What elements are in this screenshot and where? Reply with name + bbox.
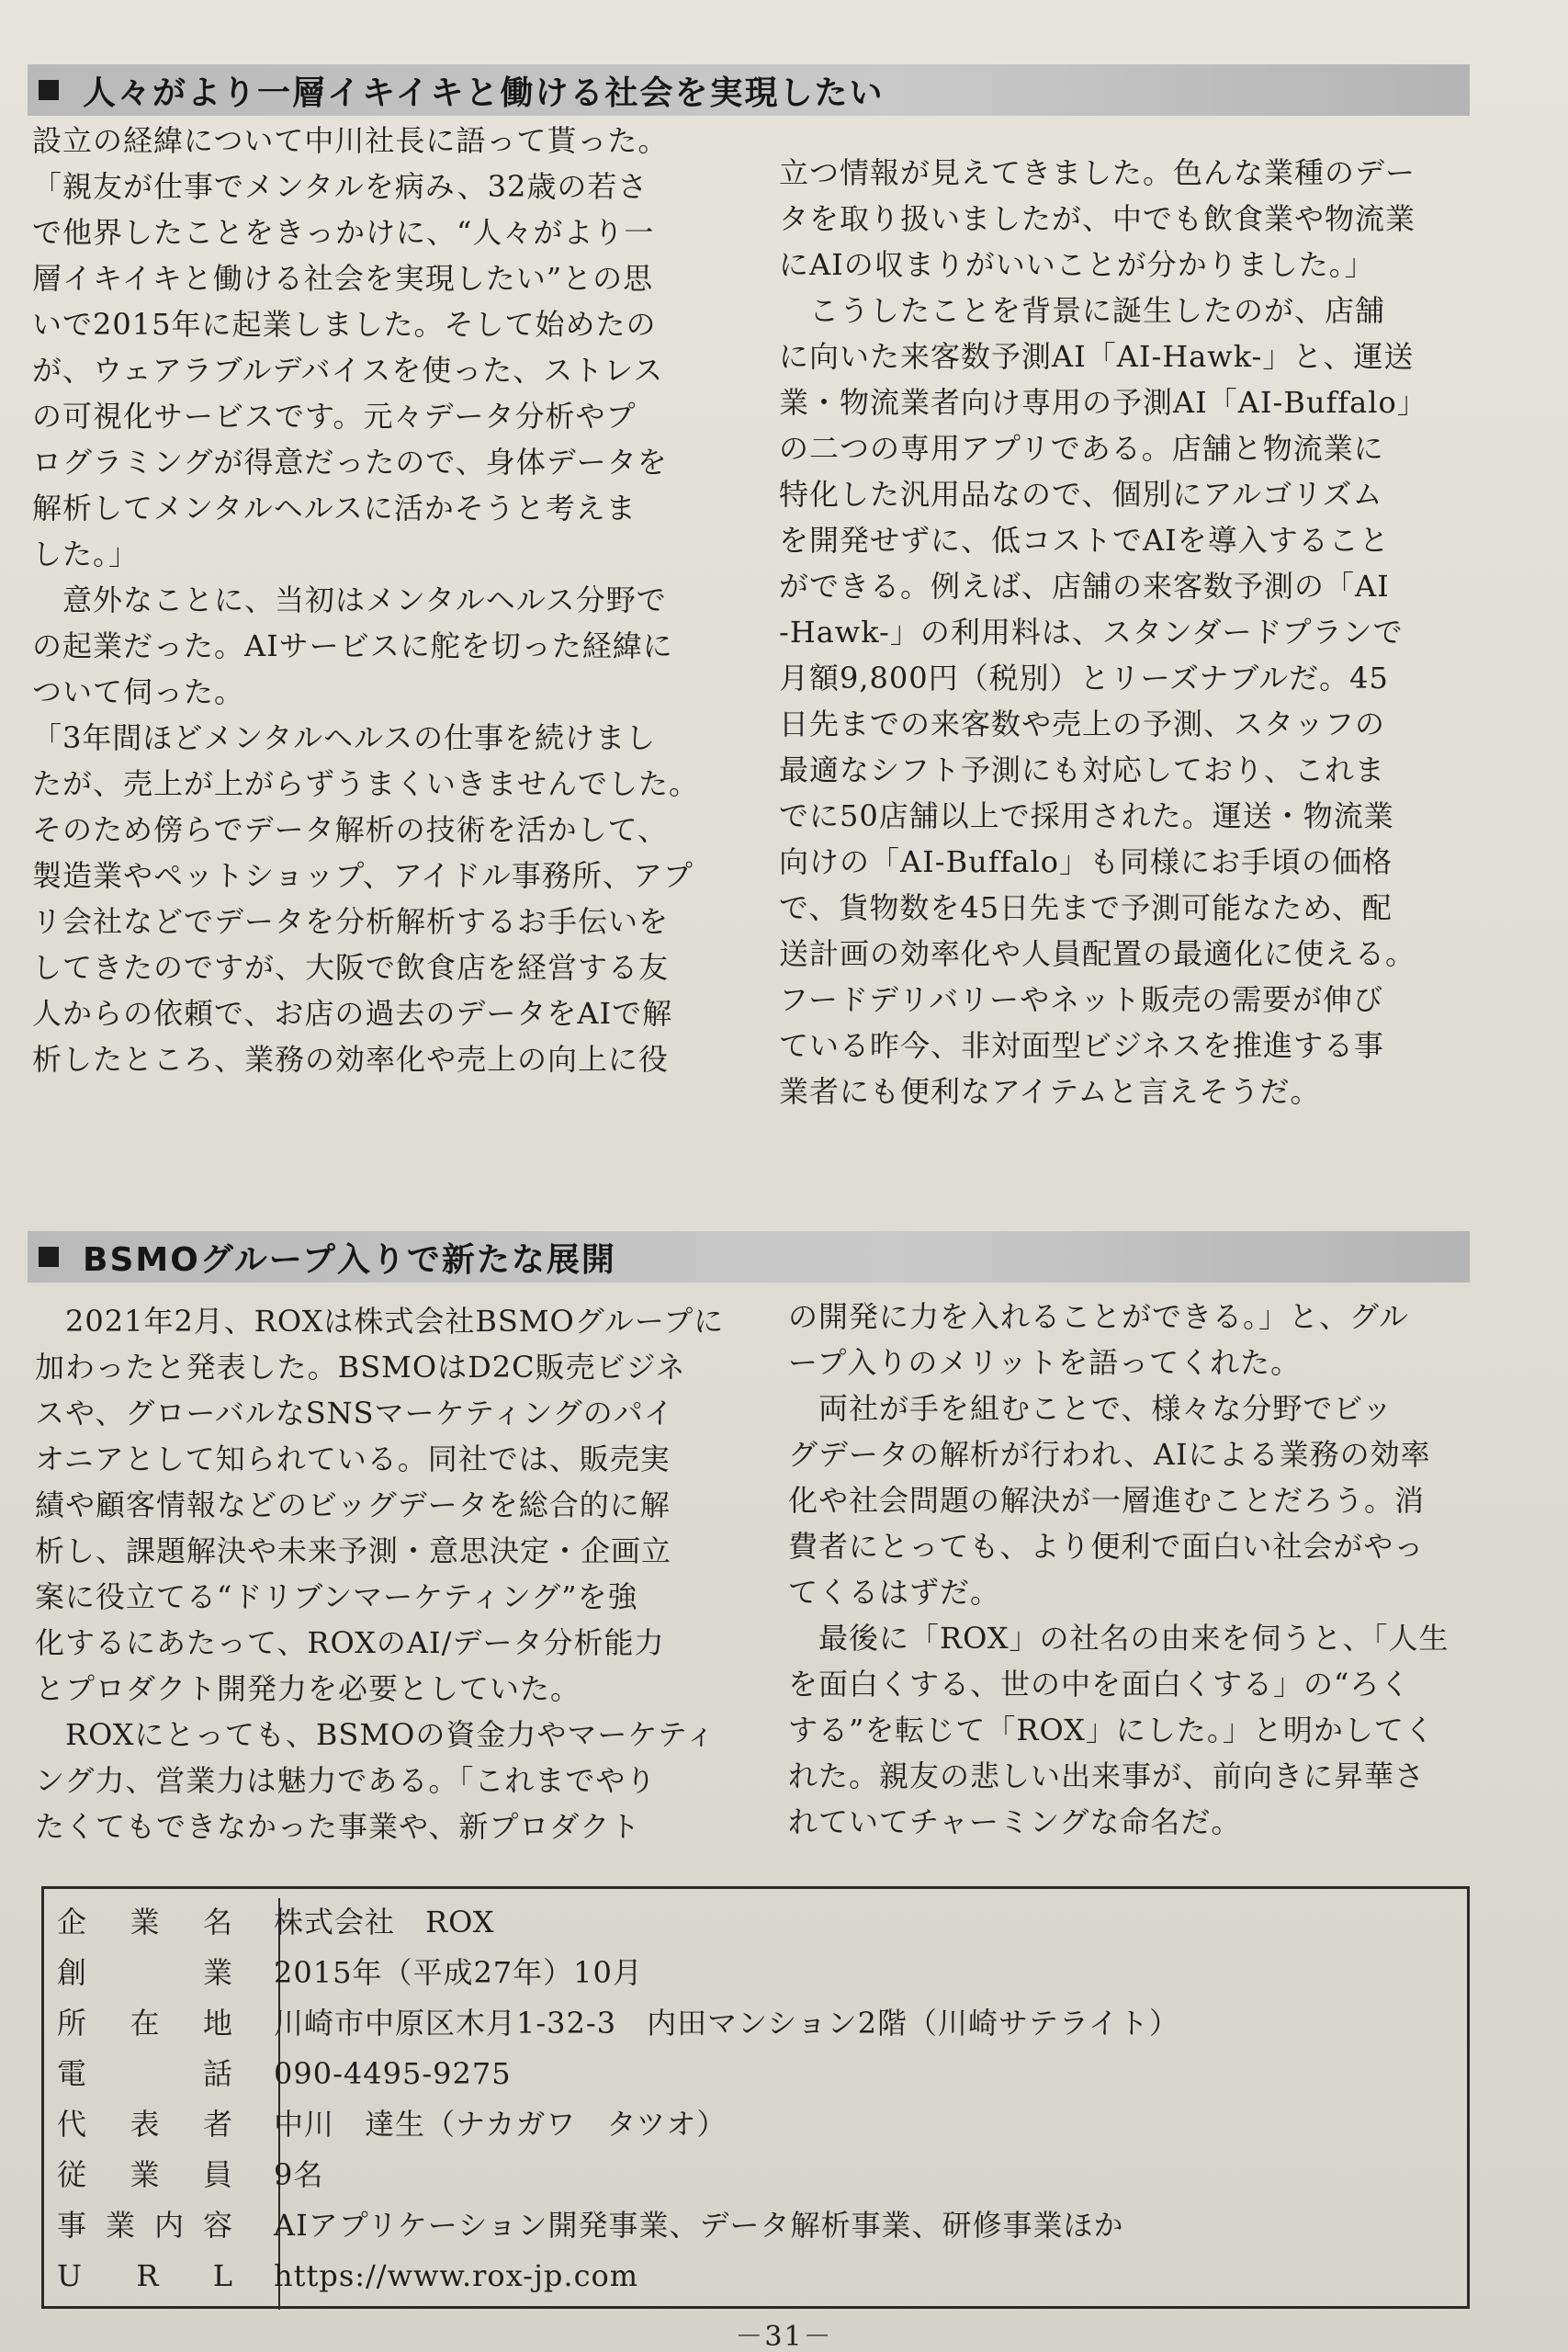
text-line: れた。親友の悲しい出来事が、前向きに昇華さ bbox=[788, 1758, 1426, 1793]
text-line: 案に役立てる“ドリブンマーケティング”を強 bbox=[35, 1579, 638, 1614]
article-column-left bbox=[32, 118, 730, 1082]
info-label-char: 業 bbox=[105, 2208, 135, 2243]
info-label bbox=[44, 2100, 251, 2148]
text-line: にAIの収まりがいいことが分かりました。」 bbox=[779, 247, 1375, 282]
text-line: 人からの依頼で、お店の過去のデータをAIで解 bbox=[32, 996, 673, 1031]
info-label-char: 企 bbox=[57, 1905, 87, 1939]
info-row bbox=[44, 1898, 1467, 1946]
text-line: ついて伺った。 bbox=[32, 674, 245, 709]
text-line: てくるはずだ。 bbox=[788, 1575, 1001, 1610]
info-row bbox=[44, 2100, 1467, 2148]
text-line: ープ入りのメリットを語ってくれた。 bbox=[788, 1345, 1302, 1380]
info-label-char: 業 bbox=[130, 1905, 160, 1939]
text-line: 化するにあたって、ROXのAI/データ分析能力 bbox=[35, 1625, 665, 1660]
section-heading-bar bbox=[28, 64, 1470, 116]
page-number: －31－ bbox=[735, 2321, 833, 2352]
text-line: たくてもできなかった事業や、新プロダクト bbox=[35, 1809, 641, 1844]
info-label-char: 地 bbox=[202, 2006, 232, 2041]
text-line: 加わったと発表した。BSMOはD2C販売ビジネ bbox=[35, 1350, 686, 1385]
info-label bbox=[44, 1898, 251, 1946]
info-label-char: 話 bbox=[202, 2056, 232, 2091]
info-value[interactable]: https://www.rox-jp.com bbox=[274, 2258, 639, 2293]
company-info-table bbox=[41, 1886, 1470, 2309]
info-label bbox=[44, 1949, 251, 1996]
text-line: 2021年2月、ROXは株式会社BSMOグループに bbox=[35, 1304, 725, 1339]
info-value: 川崎市中原区木月1-32-3 内田マンション2階（川崎サテライト） bbox=[274, 2006, 1180, 2041]
info-label-char: 業 bbox=[202, 1955, 232, 1990]
text-line: 「親友が仕事でメンタルを病み、32歳の若さ bbox=[32, 169, 649, 204]
text-line: 層イキイキと働ける社会を実現したい”との思 bbox=[32, 261, 654, 296]
info-value: 2015年（平成27年）10月 bbox=[274, 1955, 643, 1990]
black-square-bullet-icon bbox=[39, 80, 59, 100]
info-label bbox=[44, 1999, 251, 2047]
section-heading-bar bbox=[28, 1231, 1470, 1283]
info-value: AIアプリケーション開発事業、データ解析事業、研修事業ほか bbox=[274, 2208, 1124, 2243]
text-line: タを取り扱いましたが、中でも飲食業や物流業 bbox=[779, 201, 1416, 236]
info-label-char: U bbox=[57, 2258, 82, 2293]
info-label-char: 従 bbox=[57, 2157, 87, 2192]
text-line: ング力、営業力は魅力である。「これまでやり bbox=[35, 1763, 657, 1798]
text-line: 意外なことに、当初はメンタルヘルス分野で bbox=[32, 582, 667, 617]
text-line: そのため傍らでデータ解析の技術を活かして、 bbox=[32, 812, 669, 847]
text-line: 析したところ、業務の効率化や売上の向上に役 bbox=[32, 1042, 670, 1077]
info-row bbox=[44, 2201, 1467, 2249]
info-row bbox=[44, 1999, 1467, 2047]
article-column-right bbox=[779, 150, 1477, 1114]
text-line: こうしたことを背景に誕生したのが、店舗 bbox=[779, 293, 1386, 328]
text-line: 立つ情報が見えてきました。色んな業種のデー bbox=[779, 155, 1416, 190]
text-line: -Hawk-」の利用料は、スタンダードプランで bbox=[779, 615, 1404, 650]
text-line: 解析してメンタルヘルスに活かそうと考えま bbox=[32, 491, 637, 526]
info-label-char: 表 bbox=[130, 2107, 160, 2142]
text-line: スや、グローバルなSNSマーケティングのパイ bbox=[35, 1396, 674, 1430]
text-line: 両社が手を組むことで、様々な分野でビッ bbox=[788, 1391, 1393, 1426]
text-line: 向けの「AI-Buffalo」も同様にお手頃の価格 bbox=[779, 844, 1393, 879]
info-value: 090-4495-9275 bbox=[274, 2056, 512, 2091]
text-line: の可視化サービスです。元々データ分析やプ bbox=[32, 399, 637, 434]
info-row bbox=[44, 2252, 1467, 2300]
text-line: 化や社会問題の解決が一層進むことだろう。消 bbox=[788, 1483, 1426, 1518]
text-line: でに50店舗以上で採用された。運送・物流業 bbox=[779, 798, 1394, 833]
text-line: オニアとして知られている。同社では、販売実 bbox=[35, 1442, 671, 1476]
text-line: 最適なシフト予測にも対応しており、これま bbox=[779, 752, 1386, 787]
info-label-char: 創 bbox=[57, 1955, 87, 1990]
text-line: ログラミングが得意だったので、身体データを bbox=[32, 445, 668, 480]
text-line: してきたのですが、大阪で飲食店を経営する友 bbox=[32, 950, 670, 985]
info-label bbox=[44, 2201, 251, 2249]
text-line: 特化した汎用品なので、個別にアルゴリズム bbox=[779, 477, 1383, 512]
info-label-char: 容 bbox=[202, 2208, 232, 2243]
section-heading: BSMOグループ入りで新たな展開 bbox=[83, 1240, 616, 1279]
info-label-char: 名 bbox=[202, 1905, 232, 1939]
info-label-char: 所 bbox=[57, 2006, 87, 2041]
info-row bbox=[44, 1949, 1467, 1996]
info-label bbox=[44, 2050, 251, 2098]
text-line: が、ウェアラブルデバイスを使った、ストレス bbox=[32, 353, 664, 388]
info-label-char: 代 bbox=[57, 2107, 87, 2142]
text-line: を開発せずに、低コストでAIを導入すること bbox=[779, 523, 1390, 558]
text-line: フードデリバリーやネット販売の需要が伸び bbox=[779, 982, 1384, 1017]
text-line: とプロダクト開発力を必要としていた。 bbox=[35, 1671, 581, 1706]
text-line: する”を転じて「ROX」にした。」と明かしてく bbox=[788, 1713, 1435, 1747]
text-line: を面白くする、世の中を面白くする」の“ろく bbox=[788, 1667, 1411, 1702]
info-label-char: 者 bbox=[202, 2107, 232, 2142]
text-line: 製造業やペットショップ、アイドル事務所、アプ bbox=[32, 858, 694, 893]
text-line: の起業だった。AIサービスに舵を切った経緯に bbox=[32, 628, 673, 663]
text-line: に向いた来客数予測AI「AI-Hawk-」と、運送 bbox=[779, 339, 1415, 374]
info-row bbox=[44, 2050, 1467, 2098]
info-label-char: 在 bbox=[130, 2006, 160, 2041]
info-label-char: 電 bbox=[57, 2056, 87, 2091]
text-line: 績や顧客情報などのビッグデータを総合的に解 bbox=[35, 1487, 671, 1522]
info-label-char: 業 bbox=[130, 2157, 160, 2192]
article-column-left bbox=[35, 1298, 733, 1849]
text-line: 最後に「ROX」の社名の由来を伺うと、「人生 bbox=[788, 1621, 1450, 1656]
text-line: 費者にとっても、より便利で面白い社会がやっ bbox=[788, 1529, 1425, 1564]
text-line: 析し、課題解決や未来予測・意思決定・企画立 bbox=[35, 1533, 672, 1568]
text-line: で、貨物数を45日先まで予測可能なため、配 bbox=[779, 890, 1393, 925]
section-heading: 人々がより一層イキイキと働ける社会を実現したい bbox=[83, 74, 885, 112]
text-line: ている昨今、非対面型ビジネスを推進する事 bbox=[779, 1028, 1385, 1063]
text-line: 業者にも便利なアイテムと言えそうだ。 bbox=[779, 1074, 1321, 1109]
article-column-right bbox=[788, 1294, 1486, 1845]
text-line: した。」 bbox=[32, 537, 140, 571]
info-label bbox=[44, 2252, 251, 2300]
text-line: たが、売上が上がらずうまくいきませんでした。 bbox=[32, 766, 700, 801]
text-line: 送計画の効率化や人員配置の最適化に使える。 bbox=[779, 936, 1416, 971]
info-value: 9名 bbox=[274, 2157, 324, 2192]
text-line: れていてチャーミングな命名だ。 bbox=[788, 1804, 1242, 1839]
info-label-char: 員 bbox=[202, 2157, 232, 2192]
text-line: リ会社などでデータを分析解析するお手伝いを bbox=[32, 904, 670, 939]
info-label-char: R bbox=[136, 2258, 159, 2293]
info-label-char: 内 bbox=[153, 2208, 184, 2243]
text-line: 月額9,800円（税別）とリーズナブルだ。45 bbox=[779, 661, 1389, 695]
text-line: いで2015年に起業しました。そして始めたの bbox=[32, 307, 657, 342]
text-line: グデータの解析が行われ、AIによる業務の効率 bbox=[788, 1437, 1431, 1472]
text-line: の二つの専用アプリである。店舗と物流業に bbox=[779, 431, 1384, 466]
text-line: 設立の経緯について中川社長に語って貰った。 bbox=[32, 123, 669, 158]
info-label-char: L bbox=[212, 2258, 232, 2293]
text-line: で他界したことをきっかけに、“人々がより一 bbox=[32, 215, 655, 250]
info-label-char: 事 bbox=[57, 2208, 87, 2243]
text-line: ができる。例えば、店舗の来客数予測の「AI bbox=[779, 569, 1390, 604]
text-line: 「3年間ほどメンタルヘルスの仕事を続けまし bbox=[32, 720, 657, 755]
info-value: 株式会社 ROX bbox=[274, 1905, 495, 1939]
text-line: ROXにとっても、BSMOの資金力やマーケティ bbox=[35, 1717, 716, 1752]
black-square-bullet-icon bbox=[39, 1247, 59, 1267]
info-value: 中川 達生（ナカガワ タツオ） bbox=[274, 2107, 728, 2142]
text-line: 業・物流業者向け専用の予測AI「AI-Buffalo」 bbox=[779, 385, 1427, 420]
text-line: 日先までの来客数や売上の予測、スタッフの bbox=[779, 707, 1386, 741]
info-row bbox=[44, 2151, 1467, 2199]
text-line: の開発に力を入れることができる。」と、グル bbox=[788, 1299, 1410, 1334]
info-label bbox=[44, 2151, 251, 2199]
